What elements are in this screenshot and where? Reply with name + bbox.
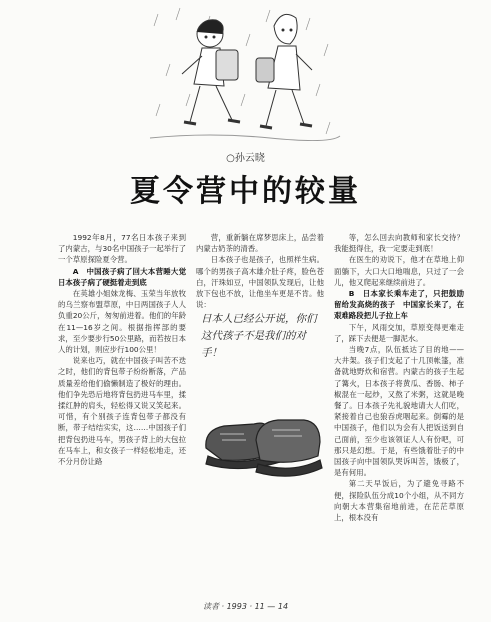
paragraph: 1992年8月，77名日本孩子来到了内蒙古，与30名中国孩子一起举行了一个草原探险夏令营。	[58, 233, 186, 265]
page-footer: 读者 · 1993 · 11 — 14	[202, 602, 289, 611]
author-byline: ○孙云晓	[226, 153, 265, 164]
paragraph: 当晚7点，队伍抵达了目的地——大井架。孩子们支起了十几顶帐篷，准备就地野炊和宿营。内蒙古的孩子生起了篝火，日本孩子将黄瓜、香肠、柿子椒混在一起炒，又熬了米粥，这就是晚餐了。日本孩子先礼貌地请大人们吃，紧接着自己也狼吞虎咽起来。倒霉的是中国孩子，他们以为会有人把饭送到自己面前，至少也该领证人人有份吧，可那只是幻想。于是，有些饿着肚子的中国孩子向中国领队哭诉叫苦，饿极了，是有何用。	[334, 345, 464, 478]
paragraph: 下午，风雨交加，草原变得更难走了，踩下去便是一脚泥水。	[334, 322, 464, 343]
paragraph: 在医生的劝说下，他才在草地上仰面躺下，大口大口地喘息，只过了一会儿，他又爬起来继续前进了。	[334, 255, 464, 287]
column-left	[58, 232, 194, 606]
column-middle	[196, 232, 324, 310]
article-title: 夏令营中的较量	[130, 174, 361, 209]
children-in-rain-illustration	[150, 4, 340, 146]
paragraph: 日本孩子也是孩子，也照样生病。哪个的男孩子高木雄介肚子疼，脸色苍白，汗珠如豆，中国领队发现后，让他放下包也不放，让他坐车更是不肯。他说：	[196, 255, 324, 310]
section-heading-a: A 中国孩子病了回大本营睡大觉 日本孩子病了硬挺着走到底	[58, 266, 194, 287]
paragraph: 营，重新躺在席梦思床上，品尝着内蒙古奶茶的清香。	[196, 233, 324, 254]
section-heading-b: B 日本家长乘车走了，只把鼓励留给发高烧的孩子 中国家长来了，在艰难路段把儿子拉上车	[334, 289, 464, 321]
worn-boots-illustration	[196, 390, 328, 490]
paragraph: 第二天早饭后，为了避免寻路不便，探险队伍分成10个小组，从不同方向朝大本营集宿地前进，在茫茫草原上，根本没有	[334, 479, 464, 523]
paragraph: 在英雄小姐妹龙梅、玉荣当年放牧的乌兰察布盟草原，中日两国孩子人人负重20公斤，匆匆前进着。他们的年龄在11—16岁之间。根据指挥部的要求，至少要步行50公里路，而若按日本人的计划，则应步行100公里！	[58, 289, 186, 355]
paragraph: 说来也巧，就在中国孩子叫苦不迭之时，他们的背包带子纷纷断落，产品质量差给他们偷懒制造了极好的理由。他们争先恐后地将背包扔进马车里，揉揉红肿的肩头，轻松得又说又笑起来。可惜，有个别孩子连背包带子都没有断，带子结结实实，这……中国孩子们把背包扔进马车，男孩子背上的大包拉在马车上，和女孩子一样轻松地走，还不分月份让路	[58, 356, 186, 467]
paragraph: 等，怎么回去向教师和家长交待？我能挺得住，我一定要走到底！	[334, 233, 464, 254]
column-right	[334, 232, 464, 606]
pull-quote: 日本人已经公开说，你们这代孩子不是我们的对手！	[201, 313, 317, 359]
